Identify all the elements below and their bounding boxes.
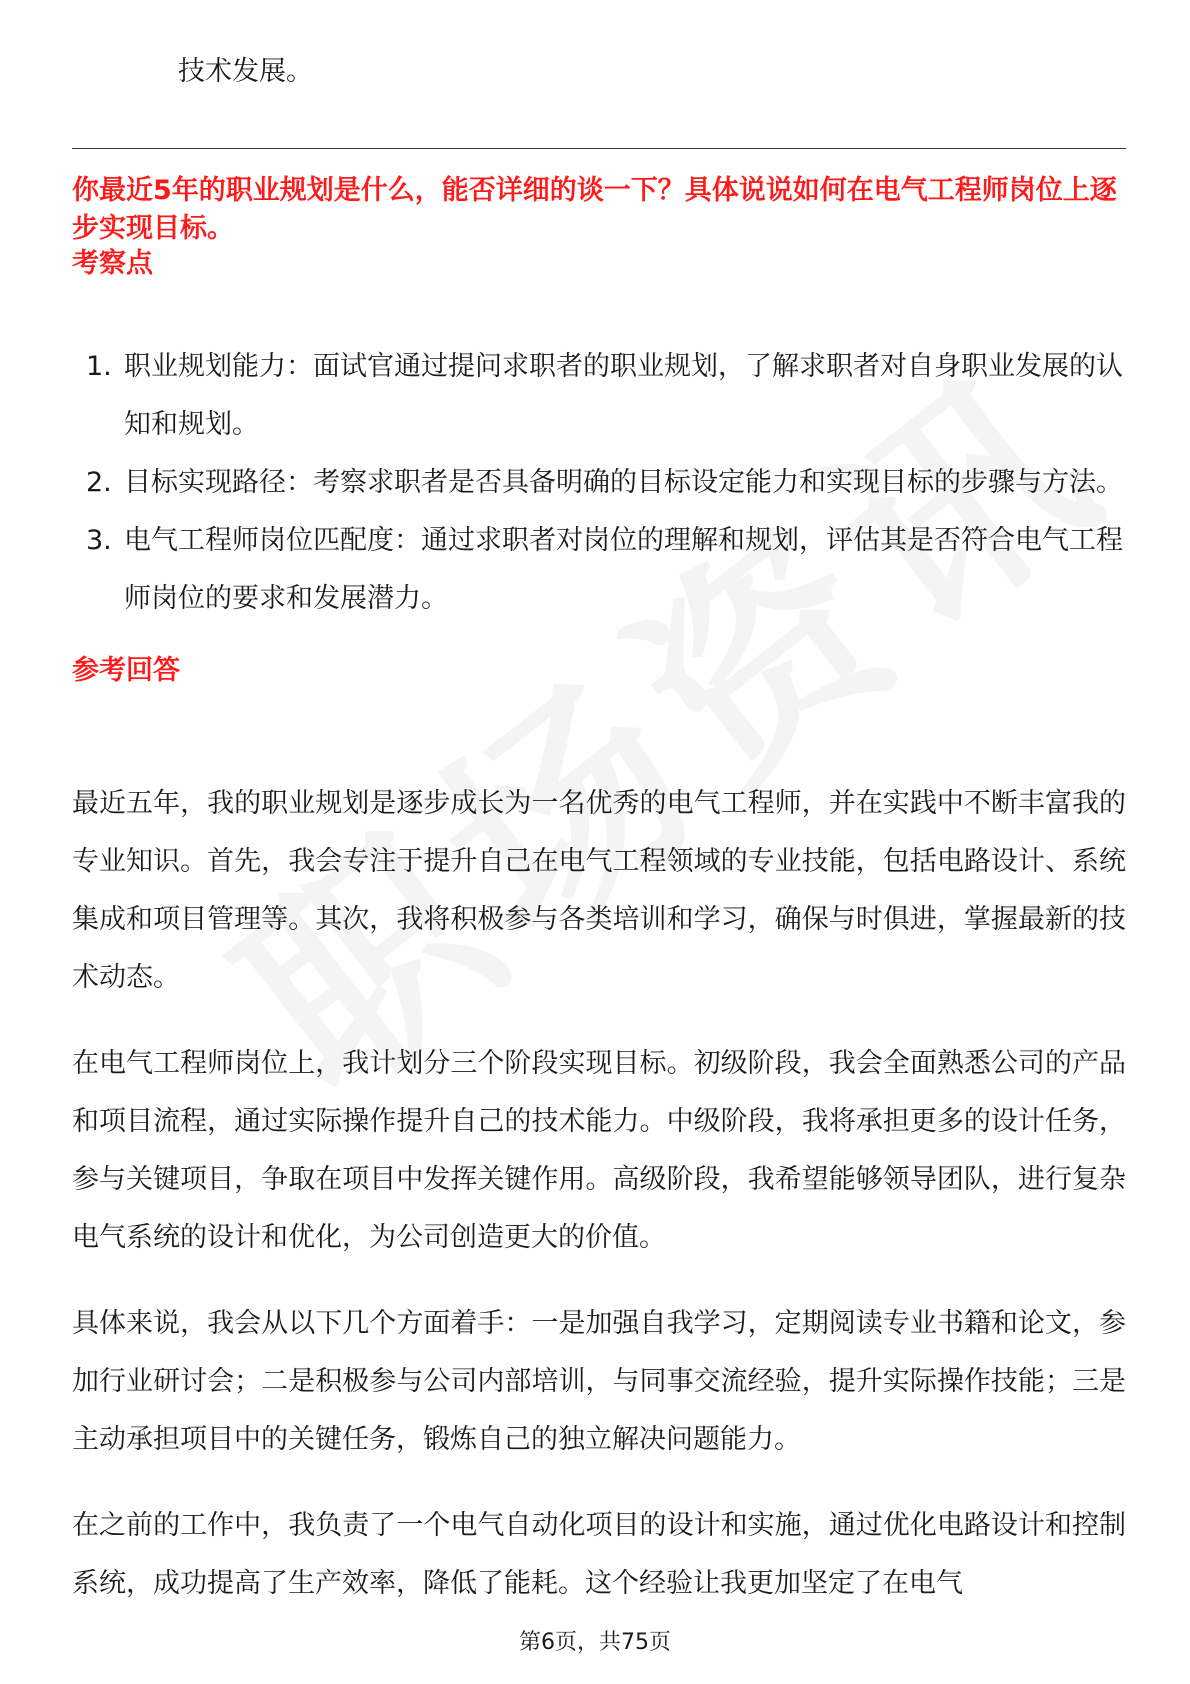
- continuation-text: 技术发展。: [178, 56, 313, 87]
- list-item-text: 电气工程师岗位匹配度：通过求职者对岗位的理解和规划，评估其是否符合电气工程师岗位的要求和发展潜力。: [124, 525, 1123, 614]
- list-item-number: 1.: [86, 351, 112, 382]
- answer-paragraph: 在之前的工作中，我负责了一个电气自动化项目的设计和实施，通过优化电路设计和控制系统，成功提高了生产效率，降低了能耗。这个经验让我更加坚定了在电气: [72, 1510, 1126, 1599]
- section-divider: [72, 148, 1126, 149]
- answer-paragraph: 在电气工程师岗位上，我计划分三个阶段实现目标。初级阶段，我会全面熟悉公司的产品和项目流程，通过实际操作提升自己的技术能力。中级阶段，我将承担更多的设计任务，参与关键项目，争取在项目中发挥关键作用。高级阶段，我希望能够领导团队，进行复杂电气系统的设计和优化，为公司创造更大的价值。: [72, 1048, 1126, 1253]
- list-item-text: 职业规划能力：面试官通过提问求职者的职业规划，了解求职者对自身职业发展的认知和规划。: [124, 351, 1123, 440]
- answer-paragraph: 具体来说，我会从以下几个方面着手：一是加强自我学习，定期阅读专业书籍和论文，参加行业研讨会；二是积极参与公司内部培训，与同事交流经验，提升实际操作技能；三是主动承担项目中的关键任务，锻炼自己的独立解决问题能力。: [72, 1308, 1126, 1455]
- answer-body: [72, 775, 1126, 1641]
- list-item: [72, 454, 1126, 512]
- points-heading: 考察点: [72, 248, 153, 279]
- page-footer: 第6页，共75页: [519, 1630, 671, 1655]
- list-item-number: 2.: [86, 467, 112, 498]
- list-item-text: 目标实现路径：考察求职者是否具备明确的目标设定能力和实现目标的步骤与方法。: [124, 467, 1123, 498]
- list-item: [72, 512, 1126, 628]
- answer-paragraph: 最近五年，我的职业规划是逐步成长为一名优秀的电气工程师，并在实践中不断丰富我的专业知识。首先，我会专注于提升自己在电气工程领域的专业技能，包括电路设计、系统集成和项目管理等。其次，我将积极参与各类培训和学习，确保与时俱进，掌握最新的技术动态。: [72, 788, 1126, 993]
- question-heading: 你最近5年的职业规划是什么，能否详细的谈一下？具体说说如何在电气工程师岗位上逐步实现目标。: [72, 175, 1117, 244]
- points-list: [72, 338, 1126, 628]
- answer-heading: 参考回答: [72, 655, 180, 686]
- list-item-number: 3.: [86, 525, 112, 556]
- list-item: [72, 338, 1126, 454]
